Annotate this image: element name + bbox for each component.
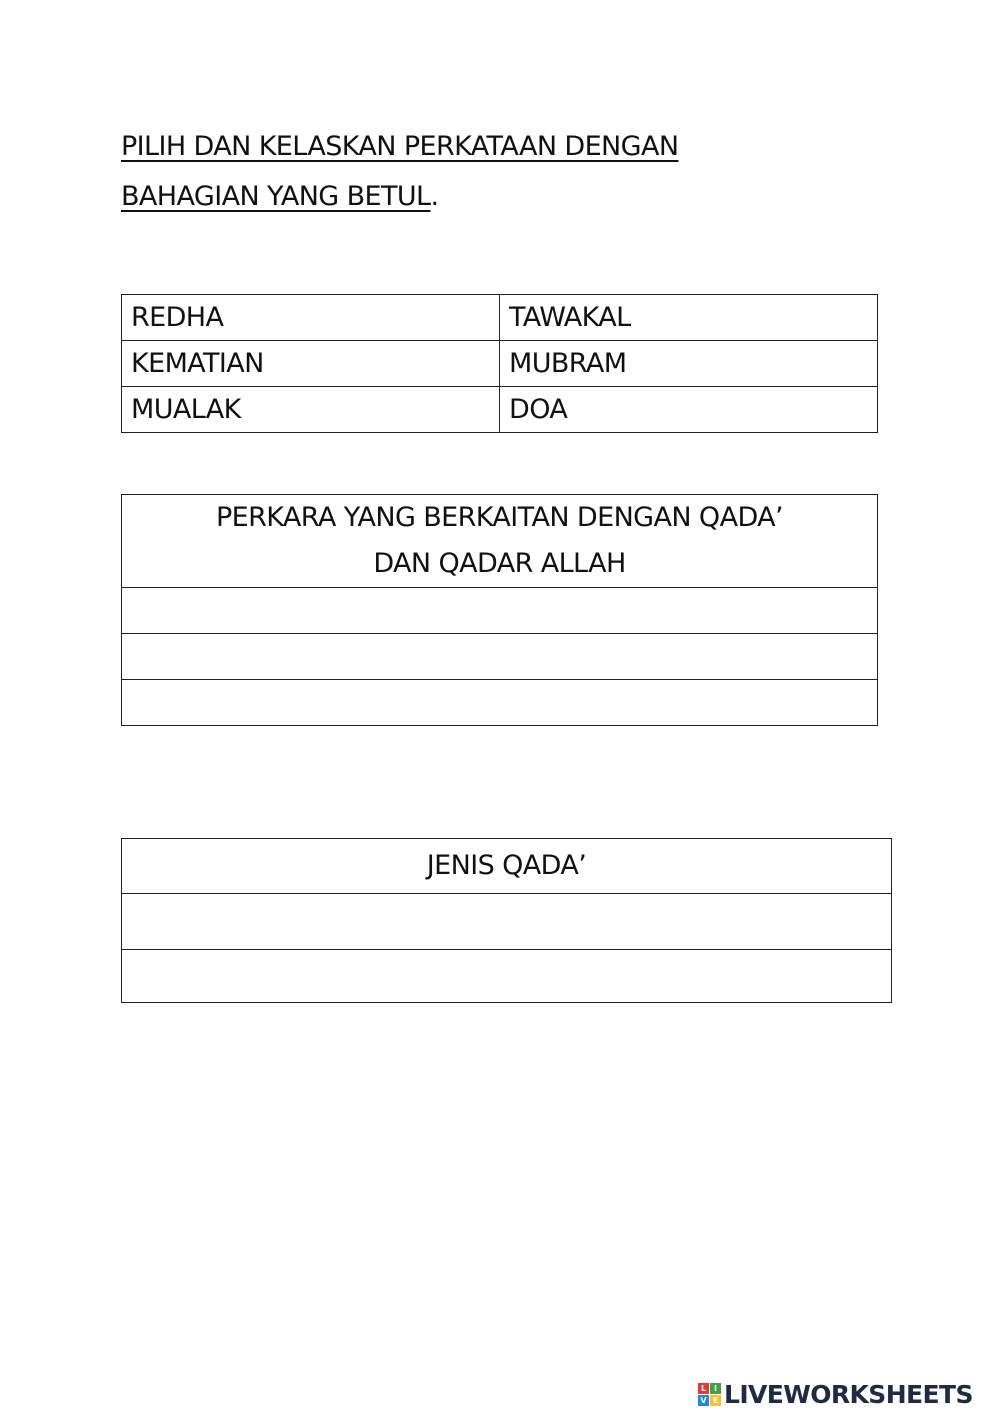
logo-letter: E bbox=[710, 1395, 721, 1406]
word-option[interactable]: TAWAKAL bbox=[500, 295, 878, 341]
instruction-line-1-text: PILIH DAN KELASKAN PERKATAAN DENGAN bbox=[121, 131, 679, 162]
instruction-line-1 bbox=[121, 122, 841, 172]
word-option[interactable]: REDHA bbox=[122, 295, 500, 341]
word-option[interactable]: KEMATIAN bbox=[122, 341, 500, 387]
word-option[interactable]: DOA bbox=[500, 387, 878, 433]
category-table-jenis-qada bbox=[121, 838, 892, 1003]
logo-letter: I bbox=[710, 1383, 721, 1394]
table-row bbox=[122, 387, 878, 433]
word-option[interactable]: MUALAK bbox=[122, 387, 500, 433]
logo-letter: L bbox=[698, 1383, 709, 1394]
instruction-period: . bbox=[430, 181, 439, 212]
category-table-qada-qadar bbox=[121, 494, 878, 726]
table-row bbox=[122, 950, 892, 1003]
liveworksheets-logo[interactable] bbox=[698, 1376, 973, 1412]
table-row bbox=[122, 680, 878, 726]
word-option[interactable]: MUBRAM bbox=[500, 341, 878, 387]
logo-letter: V bbox=[698, 1395, 709, 1406]
table-row bbox=[122, 341, 878, 387]
table-row bbox=[122, 295, 878, 341]
instruction-line-2-text: BAHAGIAN YANG BETUL bbox=[121, 181, 431, 212]
category-heading-line-1: PERKARA YANG BERKAITAN DENGAN QADA’ bbox=[215, 502, 784, 533]
liveworksheets-logo-icon bbox=[698, 1383, 721, 1406]
table-header-row bbox=[122, 495, 878, 588]
category-heading-line-2: DAN QADAR ALLAH bbox=[373, 548, 626, 579]
answer-drop-slot[interactable] bbox=[122, 894, 892, 950]
answer-drop-slot[interactable] bbox=[122, 950, 892, 1003]
answer-drop-slot[interactable] bbox=[122, 588, 878, 634]
table-row bbox=[122, 894, 892, 950]
category-heading: JENIS QADA’ bbox=[122, 839, 892, 894]
table-header-row bbox=[122, 839, 892, 894]
liveworksheets-brand-text: LIVEWORKSHEETS bbox=[724, 1379, 973, 1409]
instruction-line-2 bbox=[121, 172, 841, 222]
word-bank-table bbox=[121, 294, 878, 433]
table-row bbox=[122, 634, 878, 680]
instruction-text bbox=[121, 122, 841, 222]
category-heading bbox=[122, 495, 878, 588]
table-row bbox=[122, 588, 878, 634]
answer-drop-slot[interactable] bbox=[122, 680, 878, 726]
answer-drop-slot[interactable] bbox=[122, 634, 878, 680]
